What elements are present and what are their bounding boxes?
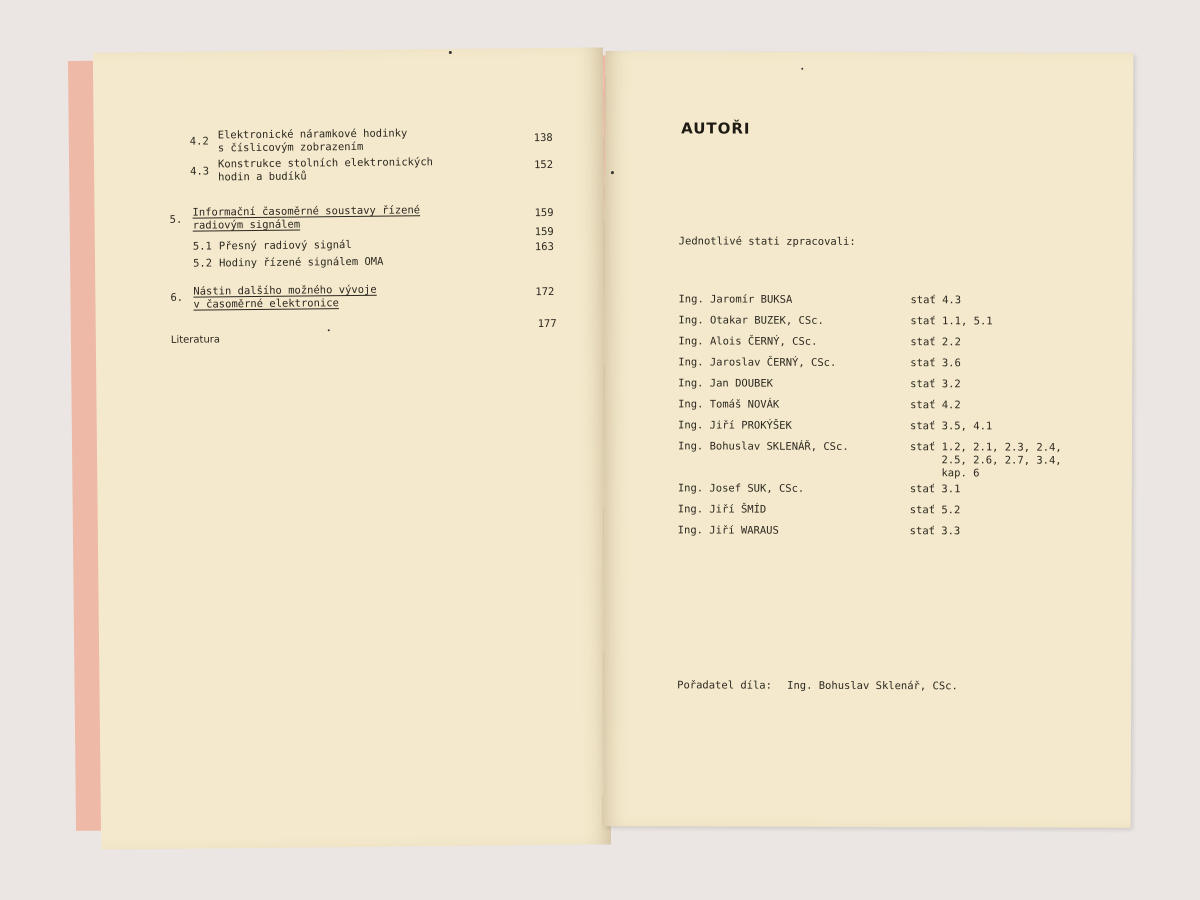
editor-name: Ing. Bohuslav Sklenář, CSc.: [787, 679, 958, 693]
toc-title-line: s číslicovým zobrazením: [217, 140, 364, 155]
author-chapters: stať 3.1: [909, 483, 961, 496]
author-chapters: stať 4.3: [910, 294, 962, 307]
toc-title-line: Přesný radiový signál: [218, 238, 352, 253]
toc-num: 6.: [170, 291, 184, 304]
author-name: Ing. Jan DOUBEK: [678, 377, 774, 390]
toc-title-line: radiovým signálem: [192, 218, 301, 232]
author-chapters: stať 3.5, 4.1: [910, 420, 993, 433]
author-chapters: stať 4.2: [910, 399, 961, 412]
ink-speck: [328, 329, 330, 331]
author-name: Ing. Jaromír BUKSA: [678, 293, 793, 306]
toc-title-line: Konstrukce stolních elektronických: [217, 156, 434, 171]
toc-literature: Literatura: [170, 334, 221, 346]
author-name: Ing. Jiří PROKÝŠEK: [678, 419, 792, 432]
author-chapters: stať 1.2, 2.1, 2.3, 2.4, 2.5, 2.6, 2.7, 3.4, kap. 6: [909, 441, 1062, 480]
toc-title-line: Hodiny řízené signálem OMA: [218, 255, 384, 270]
ink-speck: [611, 171, 614, 174]
ink-speck: [449, 51, 452, 54]
author-name: Ing. Jaroslav ČERNÝ, CSc.: [678, 356, 837, 369]
author-chapters: stať 2.2: [910, 336, 961, 349]
toc-title-line: hodin a budíků: [218, 170, 307, 184]
author-chapters: stať 3.3: [909, 525, 961, 538]
toc-title-line: Informační časoměrné soustavy řízené: [192, 204, 421, 219]
author-name: Ing. Jiří ŠMÍD: [677, 503, 767, 516]
toc-title-line: Elektronické náramkové hodinky: [217, 127, 408, 142]
author-name: Ing. Alois ČERNÝ, CSc.: [678, 335, 818, 348]
author-name: Ing. Josef SUK, CSc.: [677, 482, 805, 495]
toc-num: 5.2: [192, 257, 213, 270]
toc-page: 163: [534, 240, 554, 254]
toc-num: 5.1: [192, 240, 212, 253]
right-page: [603, 51, 1134, 828]
authors-intro: Jednotlivé stati zpracovali:: [678, 235, 856, 248]
toc-page: 159: [534, 225, 554, 239]
author-name: Ing. Bohuslav SKLENÁŘ, CSc.: [677, 440, 849, 453]
ink-speck: [801, 68, 803, 70]
page-title: AUTOŘI: [681, 119, 751, 138]
toc-num: 5.: [169, 213, 183, 226]
toc-page: 152: [533, 158, 554, 172]
toc-page: 138: [533, 131, 553, 145]
toc-title-line: v časoměrné elektronice: [193, 297, 339, 311]
author-chapters: stať 1.1, 5.1: [910, 315, 993, 328]
author-name: Ing. Tomáš NOVÁK: [678, 398, 780, 411]
left-page: [93, 47, 611, 849]
author-chapters: stať 3.6: [910, 357, 961, 370]
toc-num: 4.3: [190, 165, 210, 178]
toc-num: 4.2: [189, 135, 209, 148]
author-chapters: stať 5.2: [909, 504, 961, 517]
toc-page: 159: [534, 206, 554, 220]
author-chapters: stať 3.2: [910, 378, 961, 391]
toc-page: 172: [535, 285, 555, 299]
editor-label: Pořadatel díla:: [677, 679, 772, 692]
author-name: Ing. Otakar BUZEK, CSc.: [678, 314, 824, 327]
author-name: Ing. Jiří WARAUS: [677, 524, 779, 537]
toc-page: 177: [537, 317, 557, 331]
toc-title-line: Nástin dalšího možného vývoje: [193, 283, 377, 298]
